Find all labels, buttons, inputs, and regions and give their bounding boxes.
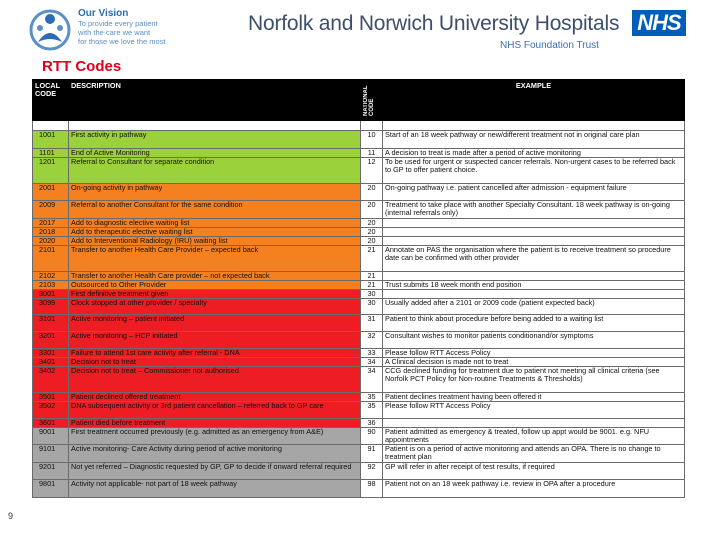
table-row bbox=[33, 299, 685, 315]
trust-subtitle: NHS Foundation Trust bbox=[500, 40, 599, 51]
local-code-cell: 3099 bbox=[33, 299, 69, 315]
example-cell: Please follow RTT Access Policy bbox=[383, 349, 685, 358]
description-cell: Active monitoring – HCP initiated bbox=[69, 332, 361, 349]
table-row bbox=[33, 445, 685, 463]
rtt-codes-table bbox=[32, 79, 685, 498]
example-cell: A decision to treat is made after a period of active monitoring bbox=[383, 149, 685, 158]
national-code-cell: 35 bbox=[361, 393, 383, 402]
page-title: RTT Codes bbox=[42, 58, 122, 75]
local-code-cell: 3502 bbox=[33, 402, 69, 419]
local-code-cell: 9801 bbox=[33, 480, 69, 498]
header-example: EXAMPLE bbox=[383, 80, 685, 121]
local-code-cell: 1101 bbox=[33, 149, 69, 158]
header-national-code-label: NATIONAL CODE bbox=[363, 85, 375, 116]
example-cell bbox=[383, 237, 685, 246]
description-cell: Clock stopped at other provider / specialty bbox=[69, 299, 361, 315]
description-cell: Patient declined offered treatment bbox=[69, 393, 361, 402]
local-code-cell: 2001 bbox=[33, 184, 69, 201]
national-code-cell: 20 bbox=[361, 219, 383, 228]
description-cell: Referral to another Consultant for the same condition bbox=[69, 201, 361, 219]
table-row bbox=[33, 272, 685, 281]
national-code-cell: 20 bbox=[361, 237, 383, 246]
description-cell: Add to diagnostic elective waiting list bbox=[69, 219, 361, 228]
table-row bbox=[33, 402, 685, 419]
national-code-cell: 30 bbox=[361, 290, 383, 299]
national-code-cell: 30 bbox=[361, 299, 383, 315]
header-national-code bbox=[361, 80, 383, 121]
table-row bbox=[33, 393, 685, 402]
national-code-cell: 12 bbox=[361, 158, 383, 184]
example-cell: To be used for urgent or suspected cancer referrals. Non-urgent cases to be referred back to GP to offer patient choice. bbox=[383, 158, 685, 184]
local-code-cell: 3101 bbox=[33, 315, 69, 332]
table-row bbox=[33, 367, 685, 393]
table-row bbox=[33, 281, 685, 290]
example-cell: A Clinical decision is made not to treat bbox=[383, 358, 685, 367]
example-cell bbox=[383, 228, 685, 237]
description-cell: First definitive treatment given bbox=[69, 290, 361, 299]
example-cell: Patient to think about procedure before being added to a waiting list bbox=[383, 315, 685, 332]
example-cell: On-going pathway i.e. patient cancelled after admission - equipment failure bbox=[383, 184, 685, 201]
table-row bbox=[33, 149, 685, 158]
description-cell: Transfer to another Health Care provider – not expected back bbox=[69, 272, 361, 281]
description-cell: Active monitoring – patient initiated bbox=[69, 315, 361, 332]
local-code-cell: 9201 bbox=[33, 463, 69, 480]
example-cell: Patient is on a period of active monitoring and attends an OPA. There is no change to treatment plan bbox=[383, 445, 685, 463]
local-code-cell: 2102 bbox=[33, 272, 69, 281]
table-row bbox=[33, 219, 685, 228]
table-row bbox=[33, 131, 685, 149]
example-cell bbox=[383, 419, 685, 428]
description-cell: Decision not to treat bbox=[69, 358, 361, 367]
trust-name: Norfolk and Norwich University Hospitals bbox=[248, 12, 620, 35]
table-header-row bbox=[33, 80, 685, 121]
local-code-cell: 2103 bbox=[33, 281, 69, 290]
local-code-cell: 2017 bbox=[33, 219, 69, 228]
local-code-cell: 9001 bbox=[33, 428, 69, 445]
table-row bbox=[33, 315, 685, 332]
local-code-cell: 1001 bbox=[33, 131, 69, 149]
table-row bbox=[33, 201, 685, 219]
our-vision-logo bbox=[28, 6, 218, 56]
example-cell: Trust submits 18 week month end position bbox=[383, 281, 685, 290]
description-cell: End of Active Monitoring bbox=[69, 149, 361, 158]
national-code-cell: 11 bbox=[361, 149, 383, 158]
local-code-cell: 3301 bbox=[33, 349, 69, 358]
description-cell bbox=[69, 121, 361, 131]
table-row bbox=[33, 121, 685, 131]
national-code-cell: 35 bbox=[361, 402, 383, 419]
local-code-cell: 2018 bbox=[33, 228, 69, 237]
description-cell: Not yet referred – Diagnostic requested by GP, GP to decide if onward referral required bbox=[69, 463, 361, 480]
table-row bbox=[33, 246, 685, 272]
table-row bbox=[33, 480, 685, 498]
national-code-cell: 20 bbox=[361, 228, 383, 237]
header-description: DESCRIPTION bbox=[69, 80, 361, 121]
description-cell: DNA subsequent activity or 3rd patient cancellation – referred back to GP care bbox=[69, 402, 361, 419]
table-row bbox=[33, 332, 685, 349]
national-code-cell: 20 bbox=[361, 201, 383, 219]
local-code-cell: 3402 bbox=[33, 367, 69, 393]
example-cell: Patient declines treatment having been offered it bbox=[383, 393, 685, 402]
vision-line: for those we love the most bbox=[78, 37, 166, 46]
description-cell: Add to therapeutic elective waiting list bbox=[69, 228, 361, 237]
description-cell: Add to Interventional Radiology (IRU) waiting list bbox=[69, 237, 361, 246]
example-cell bbox=[383, 121, 685, 131]
national-code-cell: 33 bbox=[361, 349, 383, 358]
example-cell bbox=[383, 290, 685, 299]
national-code-cell: 91 bbox=[361, 445, 383, 463]
local-code-cell: 3401 bbox=[33, 358, 69, 367]
description-cell: On-going activity in pathway bbox=[69, 184, 361, 201]
national-code-cell: 21 bbox=[361, 281, 383, 290]
national-code-cell: 98 bbox=[361, 480, 383, 498]
local-code-cell: 3001 bbox=[33, 290, 69, 299]
example-cell bbox=[383, 272, 685, 281]
table-row bbox=[33, 228, 685, 237]
national-code-cell: 21 bbox=[361, 246, 383, 272]
example-cell bbox=[383, 219, 685, 228]
table-row bbox=[33, 358, 685, 367]
trust-header bbox=[248, 12, 628, 51]
national-code-cell bbox=[361, 121, 383, 131]
national-code-cell: 31 bbox=[361, 315, 383, 332]
description-cell: Patient died before treatment bbox=[69, 419, 361, 428]
national-code-cell: 34 bbox=[361, 358, 383, 367]
vision-emblem-icon bbox=[28, 6, 72, 54]
national-code-cell: 92 bbox=[361, 463, 383, 480]
local-code-cell: 9101 bbox=[33, 445, 69, 463]
local-code-cell: 2009 bbox=[33, 201, 69, 219]
description-cell: Failure to attend 1st care activity after referral - DNA bbox=[69, 349, 361, 358]
example-cell: Please follow RTT Access Policy bbox=[383, 402, 685, 419]
local-code-cell: 3601 bbox=[33, 419, 69, 428]
example-cell: Treatment to take place with another Specialty Consultant. 18 week pathway is on-going (internal referrals only) bbox=[383, 201, 685, 219]
national-code-cell: 34 bbox=[361, 367, 383, 393]
national-code-cell: 10 bbox=[361, 131, 383, 149]
table-row bbox=[33, 158, 685, 184]
vision-line: To provide every patient bbox=[78, 19, 158, 28]
local-code-cell: 3501 bbox=[33, 393, 69, 402]
page-number: 9 bbox=[8, 511, 14, 521]
local-code-cell bbox=[33, 121, 69, 131]
table-row bbox=[33, 237, 685, 246]
vision-title: Our Vision bbox=[78, 8, 129, 19]
description-cell: Decision not to treat – Commissioner not authorised bbox=[69, 367, 361, 393]
vision-line: with the care we want bbox=[78, 28, 151, 37]
table-row bbox=[33, 419, 685, 428]
nhs-logo: NHS bbox=[632, 10, 686, 36]
local-code-cell: 3201 bbox=[33, 332, 69, 349]
table-row bbox=[33, 428, 685, 445]
table-row bbox=[33, 184, 685, 201]
example-cell: Patient not on an 18 week pathway i.e. review in OPA after a procedure bbox=[383, 480, 685, 498]
national-code-cell: 21 bbox=[361, 272, 383, 281]
description-cell: First activity in pathway bbox=[69, 131, 361, 149]
national-code-cell: 36 bbox=[361, 419, 383, 428]
table-row bbox=[33, 463, 685, 480]
description-cell: Active monitoring- Care Activity during period of active monitoring bbox=[69, 445, 361, 463]
description-cell: First treatment occurred previously (e.g. admitted as an emergency from A&E) bbox=[69, 428, 361, 445]
description-cell: Referral to Consultant for separate condition bbox=[69, 158, 361, 184]
example-cell: CCG declined funding for treatment due to patient not meeting all clinical criteria (see Norfolk PCT Policy for Non-routine Treatments & Thresholds) bbox=[383, 367, 685, 393]
example-cell: GP will refer in after receipt of test results, if required bbox=[383, 463, 685, 480]
description-cell: Activity not applicable- not part of 18 week pathway bbox=[69, 480, 361, 498]
local-code-cell: 2101 bbox=[33, 246, 69, 272]
example-cell: Usually added after a 2101 or 2009 code (patient expected back) bbox=[383, 299, 685, 315]
example-cell: Patient admitted as emergency & treated, follow up appt would be 9001. e.g. NFU appointments bbox=[383, 428, 685, 445]
example-cell: Annotate on PAS the organisation where the patient is to receive treatment so procedure date can be confirmed with other provider bbox=[383, 246, 685, 272]
description-cell: Outsourced to Other Provider bbox=[69, 281, 361, 290]
local-code-cell: 1201 bbox=[33, 158, 69, 184]
national-code-cell: 90 bbox=[361, 428, 383, 445]
description-cell: Transfer to another Health Care Provider – expected back bbox=[69, 246, 361, 272]
local-code-cell: 2020 bbox=[33, 237, 69, 246]
header-local-code: LOCAL CODE bbox=[33, 80, 69, 121]
example-cell: Start of an 18 week pathway or new/different treatment not in original care plan bbox=[383, 131, 685, 149]
example-cell: Consultant wishes to monitor patients conditionand/or symptoms bbox=[383, 332, 685, 349]
vision-statement bbox=[78, 8, 166, 46]
table-row bbox=[33, 290, 685, 299]
national-code-cell: 20 bbox=[361, 184, 383, 201]
table-row bbox=[33, 349, 685, 358]
national-code-cell: 32 bbox=[361, 332, 383, 349]
